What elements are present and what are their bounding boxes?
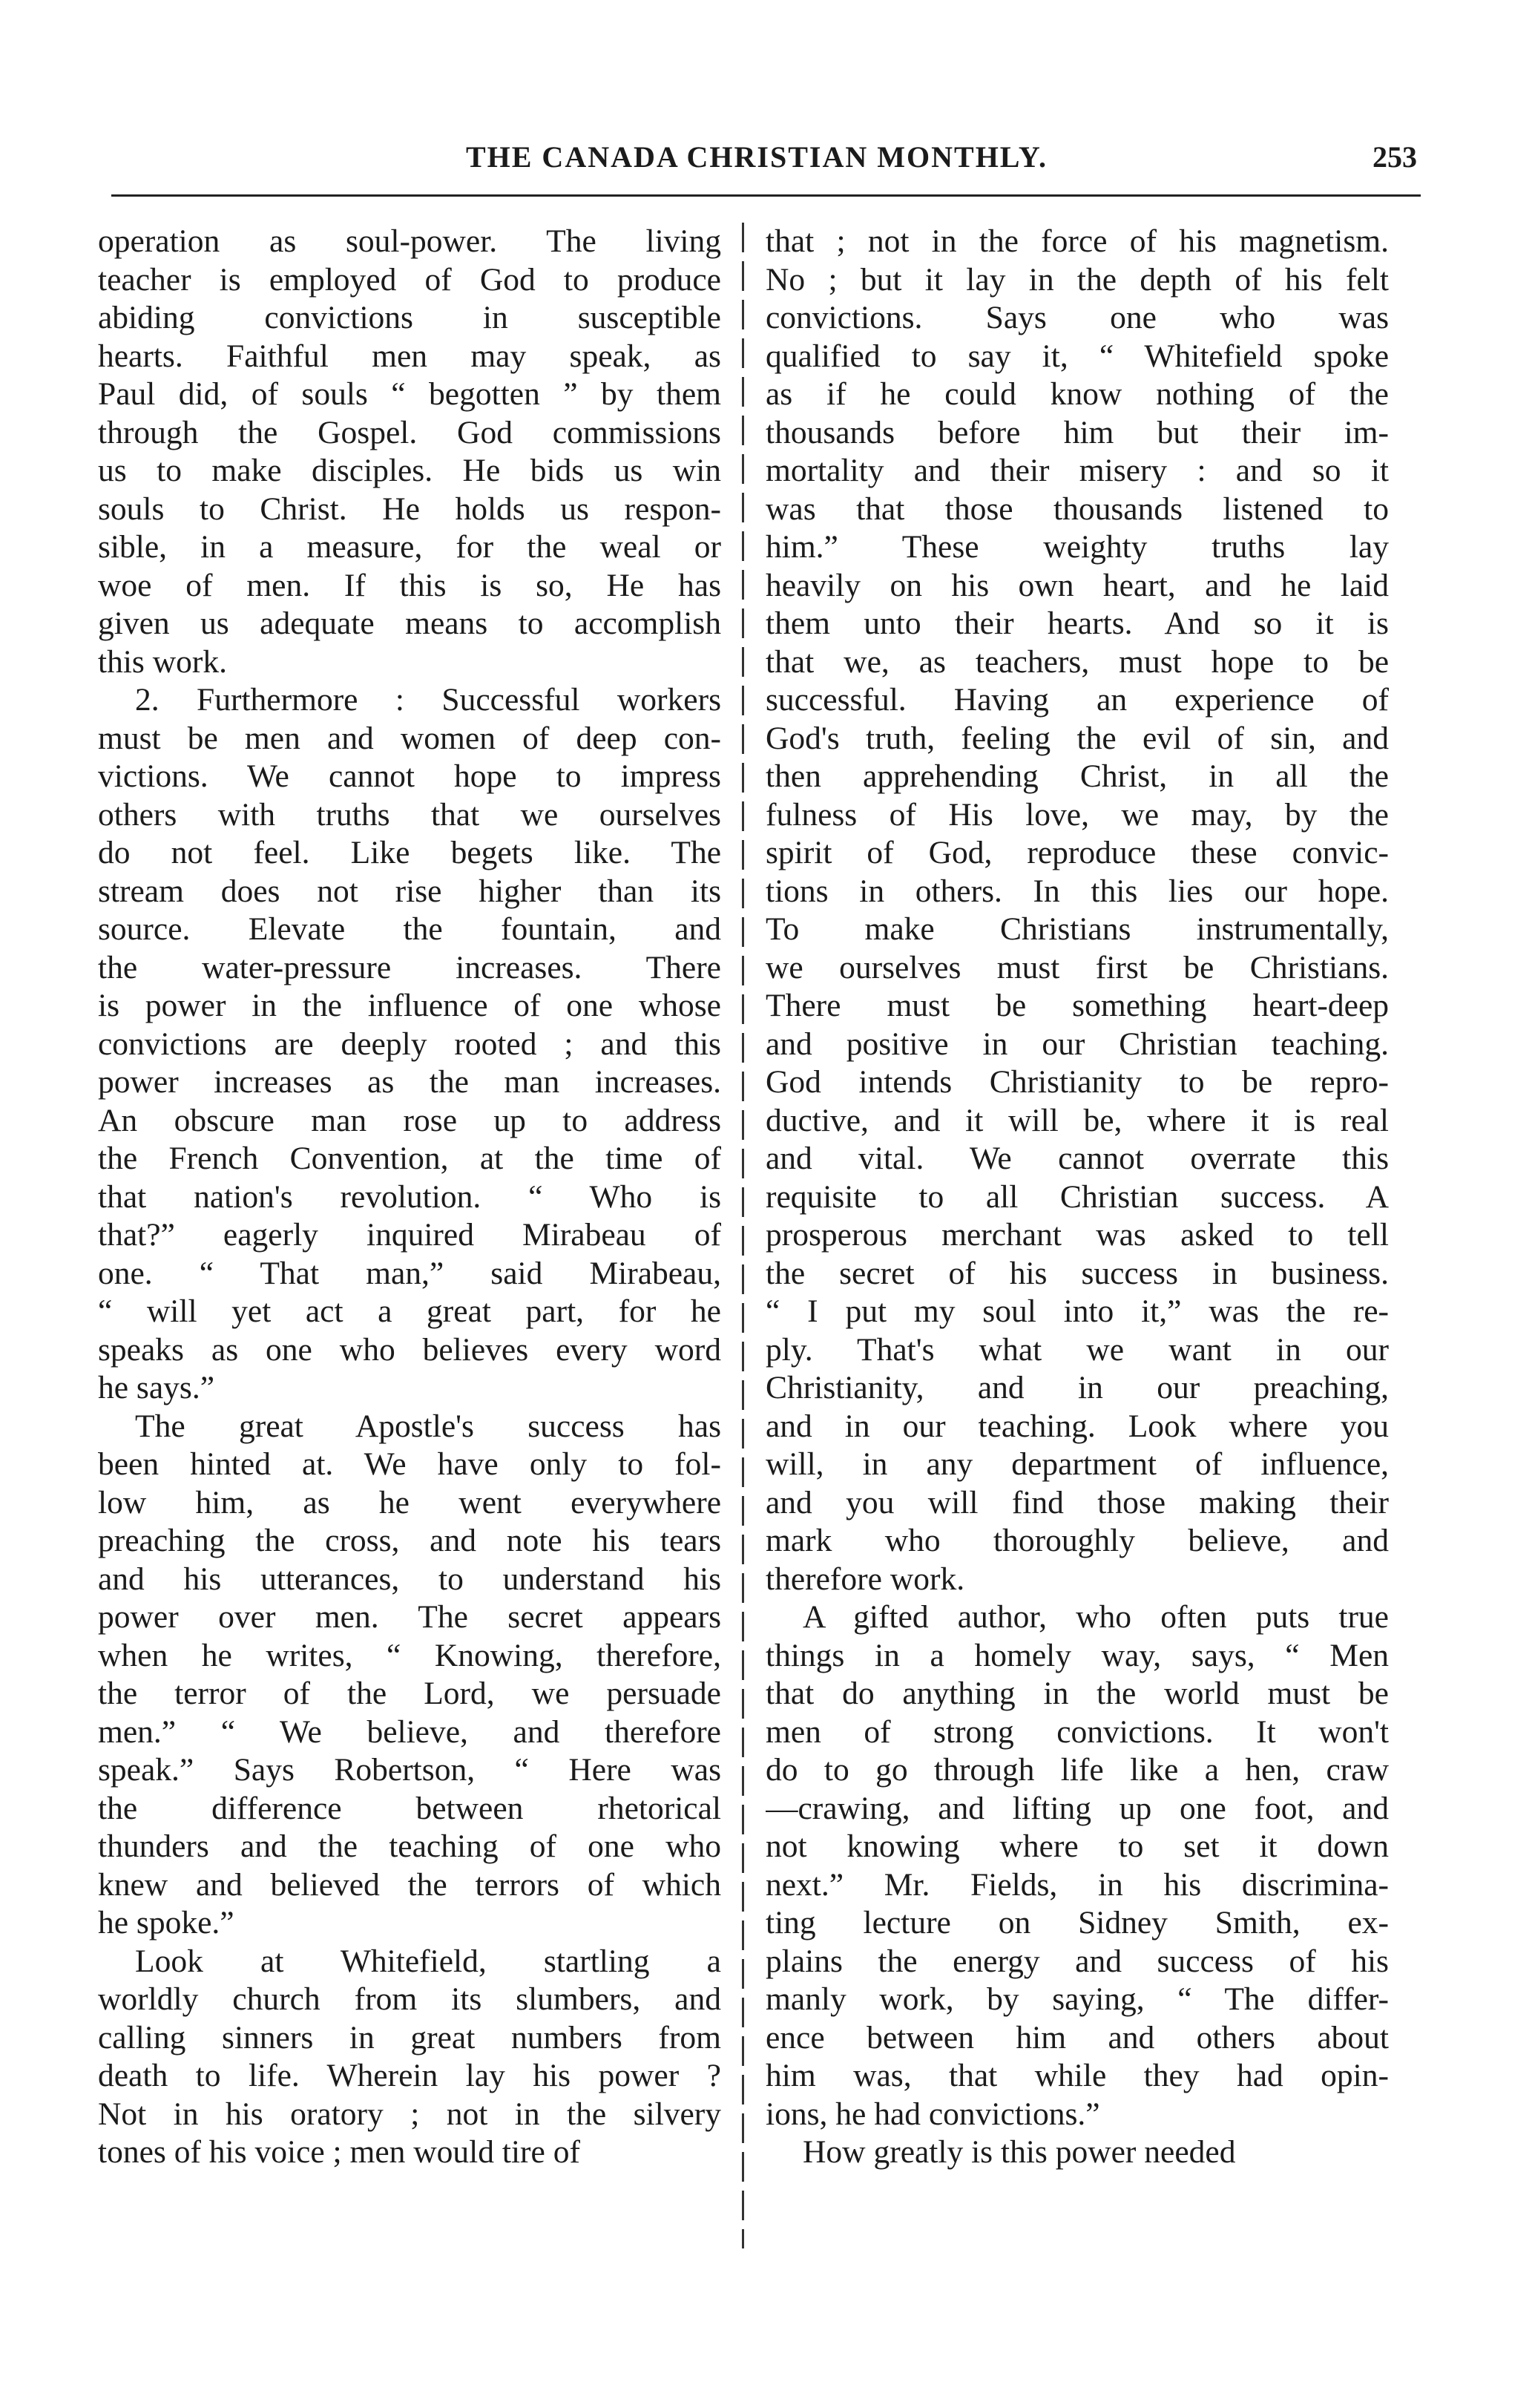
text-line: death to life. Wherein lay his power ? [98, 2058, 721, 2093]
text-line: An obscure man rose up to address [98, 1102, 721, 1138]
text-line: Paul did, of souls “ begotten ” by them [98, 376, 721, 412]
text-line: source. Elevate the fountain, and [98, 911, 721, 947]
text-line: successful. Having an experience of [766, 682, 1389, 718]
text-line: next.” Mr. Fields, in his discrimina- [766, 1866, 1389, 1903]
text-line: and positive in our Christian teaching. [766, 1026, 1389, 1062]
text-line: he says.” [98, 1370, 215, 1405]
text-line: that?” eagerly inquired Mirabeau of [98, 1217, 721, 1253]
text-line: power increases as the man increases. [98, 1064, 721, 1100]
text-line: do not feel. Like begets like. The [98, 835, 721, 870]
text-line: through the Gospel. God commissions [98, 414, 721, 450]
text-line: he spoke.” [98, 1905, 234, 1940]
text-line: and vital. We cannot overrate this [766, 1141, 1389, 1176]
text-line: “ I put my soul into it,” was the re- [766, 1293, 1389, 1329]
text-line: speaks as one who believes every word [98, 1331, 721, 1368]
text-line: convictions. Says one who was [766, 300, 1389, 335]
text-line: and his utterances, to understand his [98, 1561, 721, 1597]
text-line: plains the energy and success of his [766, 1943, 1389, 1979]
text-line: that do anything in the world must be [766, 1676, 1389, 1711]
text-line: How greatly is this power needed [803, 2134, 1236, 2170]
text-line: thunders and the teaching of one who [98, 1828, 721, 1864]
text-line: The great Apostle's success has [135, 1408, 721, 1444]
text-line: requisite to all Christian success. A [766, 1178, 1389, 1215]
page-number: 253 [1372, 140, 1417, 174]
left-column [98, 223, 721, 2172]
text-line: the water-pressure increases. There [98, 949, 721, 985]
text-line: ence between him and others about [766, 2019, 1389, 2056]
text-line: knew and believed the terrors of which [98, 1866, 721, 1903]
text-line: abiding convictions in susceptible [98, 300, 721, 335]
text-line: manly work, by saying, “ The differ- [766, 1981, 1389, 2017]
text-line: men.” “ We believe, and therefore [98, 1713, 721, 1750]
text-line: Christianity, and in our preaching, [766, 1370, 1389, 1405]
text-line: not knowing where to set it down [766, 1828, 1389, 1864]
text-line: “ will yet act a great part, for he [98, 1293, 721, 1329]
right-column [766, 223, 1389, 2172]
text-line: that nation's revolution. “ Who is [98, 1178, 721, 1215]
text-line: victions. We cannot hope to impress [98, 758, 721, 794]
text-line: been hinted at. We have only to fol- [98, 1446, 721, 1482]
text-line: given us adequate means to accomplish [98, 606, 721, 641]
text-line: we ourselves must first be Christians. [766, 949, 1389, 985]
text-line: power over men. The secret appears [98, 1599, 721, 1635]
text-line: speak.” Says Robertson, “ Here was [98, 1752, 721, 1788]
text-line: woe of men. If this is so, He has [98, 567, 721, 603]
text-line: him.” These weighty truths lay [766, 529, 1389, 565]
text-line: and you will find those making their [766, 1484, 1389, 1520]
text-line: the terror of the Lord, we persuade [98, 1676, 721, 1711]
text-line: mortality and their misery : and so it [766, 453, 1389, 488]
text-line: preaching the cross, and note his tears [98, 1523, 721, 1558]
text-line: them unto their hearts. And so it is [766, 606, 1389, 641]
text-line: things in a homely way, says, “ Men [766, 1637, 1389, 1673]
text-line: souls to Christ. He holds us respon- [98, 491, 721, 527]
text-line: must be men and women of deep con- [98, 720, 721, 756]
text-line: A gifted author, who often puts true [803, 1599, 1389, 1635]
text-line: Not in his oratory ; not in the silvery [98, 2096, 721, 2132]
text-line: when he writes, “ Knowing, therefore, [98, 1637, 721, 1673]
text-line: the difference between rhetorical [98, 1790, 721, 1826]
running-header [96, 140, 1417, 184]
column-divider [742, 223, 744, 2248]
text-line: mark who thoroughly believe, and [766, 1523, 1389, 1558]
text-line: low him, as he went everywhere [98, 1484, 721, 1520]
text-line: and in our teaching. Look where you [766, 1408, 1389, 1444]
text-line: ductive, and it will be, where it is real [766, 1102, 1389, 1138]
text-line: him was, that while they had opin- [766, 2058, 1389, 2093]
header-rule [111, 194, 1421, 197]
text-line: tones of his voice ; men would tire of [98, 2134, 580, 2170]
text-line: qualified to say it, “ Whitefield spoke [766, 338, 1389, 374]
text-line: ions, he had convictions.” [766, 2096, 1100, 2132]
text-line: therefore work. [766, 1561, 965, 1597]
text-line: God's truth, feeling the evil of sin, and [766, 720, 1389, 756]
text-line: that we, as teachers, must hope to be [766, 643, 1389, 680]
text-line: There must be something heart-deep [766, 988, 1389, 1023]
text-line: us to make disciples. He bids us win [98, 453, 721, 488]
text-line: the secret of his success in business. [766, 1255, 1389, 1291]
text-line: then apprehending Christ, in all the [766, 758, 1389, 794]
text-line: will, in any department of influence, [766, 1446, 1389, 1482]
text-line: one. “ That man,” said Mirabeau, [98, 1255, 721, 1291]
text-line: spirit of God, reproduce these convic- [766, 835, 1389, 870]
text-line: To make Christians instrumentally, [766, 911, 1389, 947]
text-line: sible, in a measure, for the weal or [98, 529, 721, 565]
text-line: prosperous merchant was asked to tell [766, 1217, 1389, 1253]
text-line: God intends Christianity to be repro- [766, 1064, 1389, 1100]
text-line: as if he could know nothing of the [766, 376, 1389, 412]
text-line: ply. That's what we want in our [766, 1331, 1389, 1368]
journal-title: THE CANADA CHRISTIAN MONTHLY. [465, 140, 1048, 174]
text-line: this work. [98, 643, 227, 680]
text-line: 2. Furthermore : Successful workers [135, 682, 721, 718]
text-line: men of strong convictions. It won't [766, 1713, 1389, 1750]
text-line: —crawing, and lifting up one foot, and [766, 1790, 1389, 1826]
text-line: No ; but it lay in the depth of his felt [766, 261, 1389, 298]
text-line: ting lecture on Sidney Smith, ex- [766, 1905, 1389, 1940]
text-line: teacher is employed of God to produce [98, 261, 721, 298]
text-line: heavily on his own heart, and he laid [766, 567, 1389, 603]
text-line: that ; not in the force of his magnetism. [766, 223, 1389, 259]
text-line: tions in others. In this lies our hope. [766, 873, 1389, 909]
text-line: calling sinners in great numbers from [98, 2019, 721, 2056]
text-line: hearts. Faithful men may speak, as [98, 338, 721, 374]
text-line: is power in the influence of one whose [98, 988, 721, 1023]
text-line: thousands before him but their im- [766, 414, 1389, 450]
text-line: the French Convention, at the time of [98, 1141, 721, 1176]
text-line: fulness of His love, we may, by the [766, 796, 1389, 833]
text-line: worldly church from its slumbers, and [98, 1981, 721, 2017]
text-line: Look at Whitefield, startling a [135, 1943, 721, 1979]
text-line: operation as soul-power. The living [98, 223, 721, 259]
text-line: was that those thousands listened to [766, 491, 1389, 527]
text-line: stream does not rise higher than its [98, 873, 721, 909]
text-line: others with truths that we ourselves [98, 796, 721, 833]
text-line: do to go through life like a hen, craw [766, 1752, 1389, 1788]
text-line: convictions are deeply rooted ; and this [98, 1026, 721, 1062]
